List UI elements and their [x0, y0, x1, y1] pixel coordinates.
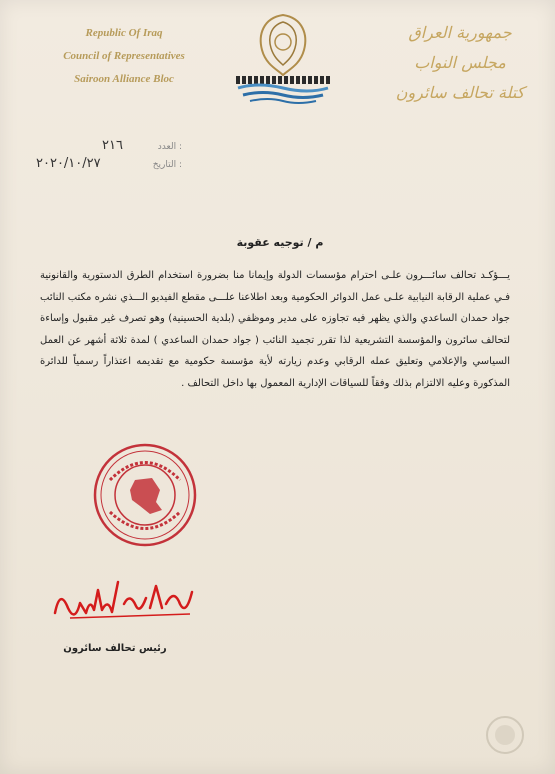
- official-stamp: [90, 440, 200, 550]
- arabic-letterhead: [380, 18, 540, 108]
- date-value: ٢٠٢٠/١٠/٢٧: [36, 156, 101, 171]
- handwritten-signature: [50, 568, 200, 628]
- letter-body: يـــؤكـد تحالف سائـــرون علـى احترام مؤسسات الدولة وإيمانا منا بضرورة استخدام الطرق الدستورية والقانونية فـي عملية الرقابة النيابية علـى عمل الدوائر الحكومية وبعد اطلاعنا علـــى مقطع الفيديو الـــذي نشره مكتب النائب جواد حمدان الساعدي والذي يظهر فيه تجاوزه على مدير وموظفي (بلدية الحسينية) وهو تصرف غير مقبول وإساءة لتحالف سائرون والمؤسسة التشريعية لذا تقرر تجميد النائب ( جواد حمدان الساعدي ) لمدة ثلاثة أشهر عن العمل السياسي والإعلامي وتعليق عمله الرقابي وعدم زيارته لأية مؤسسة حكومية مع تقديمه اعتذاراً رسمياً للدائرة المذكورة وعليه الالتزام بذلك وفقاً للسياقات الإدارية المعمول بها داخل التحالف .: [40, 270, 510, 389]
- watermark-emblem: [484, 714, 526, 756]
- letterhead-bloc-ar: كتلة تحالف سائرون: [395, 83, 525, 102]
- letterhead-council-ar: مجلس النواب: [414, 53, 506, 72]
- number-value: ٢١٦: [102, 138, 123, 153]
- english-letterhead: [24, 22, 224, 91]
- letter-subject: م / توجيه عقوبة: [236, 236, 324, 249]
- letterhead-country: Republic Of Iraq: [85, 27, 163, 39]
- signatory-title: رئيس تحالف سائرون: [63, 643, 167, 654]
- letterhead-bloc: Sairoon Alliance Bloc: [74, 73, 174, 85]
- sairoon-emblem-logo: [228, 10, 338, 110]
- letterhead-country-ar: جمهورية العراق: [408, 23, 512, 42]
- reference-block: [32, 140, 182, 180]
- letterhead-council: Council of Representatives: [63, 50, 185, 62]
- number-label: العدد :: [157, 142, 182, 152]
- date-label: التاريخ :: [152, 160, 182, 170]
